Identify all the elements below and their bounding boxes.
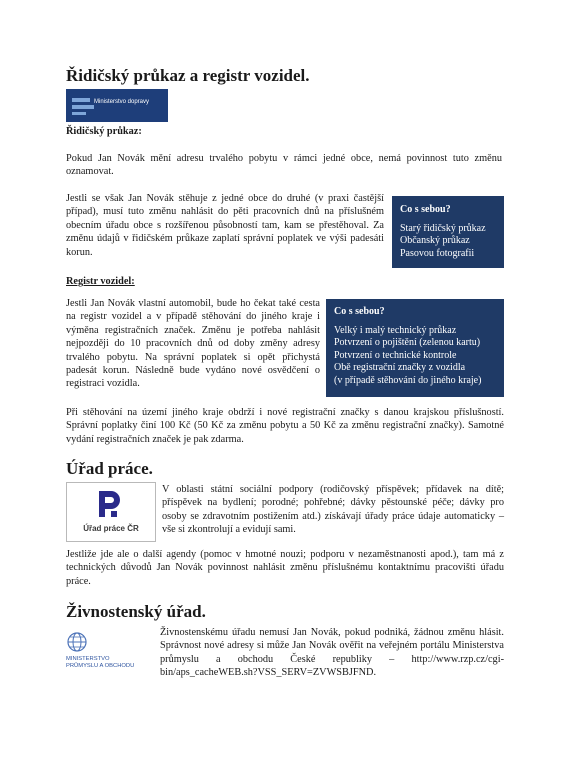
box-item: Občanský průkaz — [400, 235, 470, 246]
ministry-of-transport-logo — [66, 89, 168, 122]
section-title-driving: Řidičský průkaz a registr vozidel. — [66, 66, 310, 85]
box-item: Potvrzení o pojištění (zelenou kartu) — [334, 337, 481, 348]
box-item: Starý řidičský průkaz — [400, 222, 486, 234]
registry-paragraph: Jestli Jan Novák vlastní automobil, bude ho čekat také cesta na registr vozidel a v případě stěhování do jiného kraje i výměna registračních značek. Změnu je potřeba nahlásit nejpozději do 10 pracovních dnů od doby změny adresy trvalého pobytu. Na správní poplatek si opět přichystá padesát korun. Následně bude vydáno nové osvědčení o registraci vozidla. — [66, 298, 320, 390]
box-item: Pasovou fotografii — [400, 247, 475, 259]
what-to-bring-box-licence — [392, 196, 504, 268]
labour-paragraph-1: V oblasti státní sociální podpory (rodičovský příspěvek; přídavek na dítě; příspěvek na bydlení; porodné; pohřebné; dávky pěstounské péče; dávky pro osoby se zdravotním postižením atd.) získávají úřady práce údaje automaticky – vše si zkontrolují a evidují sami. — [162, 484, 504, 536]
section-title-labour: Úřad práce. — [66, 459, 153, 478]
ministry-globe-icon — [66, 630, 88, 654]
box-title: Co s sebou? — [334, 306, 385, 317]
licence-paragraph-2: Jestli se však Jan Novák stěhuje z jedné obce do druhé (v praxi častější případ), musí tuto změnu nahlásit do pěti pracovních dnů na příslušném obecním úřadu obce s rozšířenou působností tam, kam se přestěhoval. Za změnu údajů v řidičském průkaze zaplatí správní poplatek ve výši padesáti korun. — [66, 193, 384, 258]
labour-logo-text: Úřad práce ČR — [83, 524, 139, 533]
box-item: Obě registrační značky z vozidla — [334, 362, 466, 373]
box-item: (v případě stěhování do jiného kraje) — [334, 374, 482, 386]
registry-paragraph-2: Při stěhování na území jiného kraje obdrží i nové registrační značky s danou krajskou příslušností. Správní poplatky činí 100 Kč (50 Kč za změnu pobytu a 50 Kč za změnu registrační značky). Samotné vydání registračních značek je pak zdarma. — [66, 407, 504, 445]
logo-line: MINISTERSTVO — [66, 656, 110, 662]
labour-office-logo — [66, 482, 156, 542]
box-item: Potvrzení o technické kontrole — [334, 349, 457, 361]
labour-office-symbol-icon — [96, 489, 122, 519]
trade-paragraph: Živnostenskému úřadu nemusí Jan Novák, pokud podniká, žádnou změnu hlásit. Správnost nové adresy si může Jan Novák ověřit na veřejném portálu Ministerstva průmyslu a obchodu České republiky – http://www.rzp.cz/cgi-bin/aps_cacheWEB.sh?VSS_SERV=ZVWSBJFND. — [160, 627, 504, 679]
box-title: Co s sebou? — [400, 204, 451, 215]
ministry-of-industry-logo — [66, 626, 152, 672]
labour-paragraph-2: Jestliže jde ale o další agendy (pomoc v hmotné nouzi; podporu v nezaměstnanosti apod.), tam má z technických důvodů Jan Novák povinnost nahlásit změnu příslušnému kontaktnímu pracovišti úřadu práce. — [66, 549, 504, 587]
licence-paragraph-1: Pokud Jan Novák mění adresu trvalého pobytu v rámci jedné obce, nemá povinnost tuto změnu oznamovat. — [66, 153, 502, 178]
what-to-bring-box-registry — [326, 299, 504, 397]
box-item: Velký i malý technický průkaz — [334, 324, 457, 336]
logo-text: Ministerstvo dopravy — [94, 99, 150, 105]
licence-heading: Řidičský průkaz: — [66, 126, 142, 137]
logo-line: PRŮMYSLU A OBCHODU — [66, 663, 135, 669]
registry-heading: Registr vozidel: — [66, 276, 135, 287]
section-title-trade: Živnostenský úřad. — [66, 602, 206, 621]
